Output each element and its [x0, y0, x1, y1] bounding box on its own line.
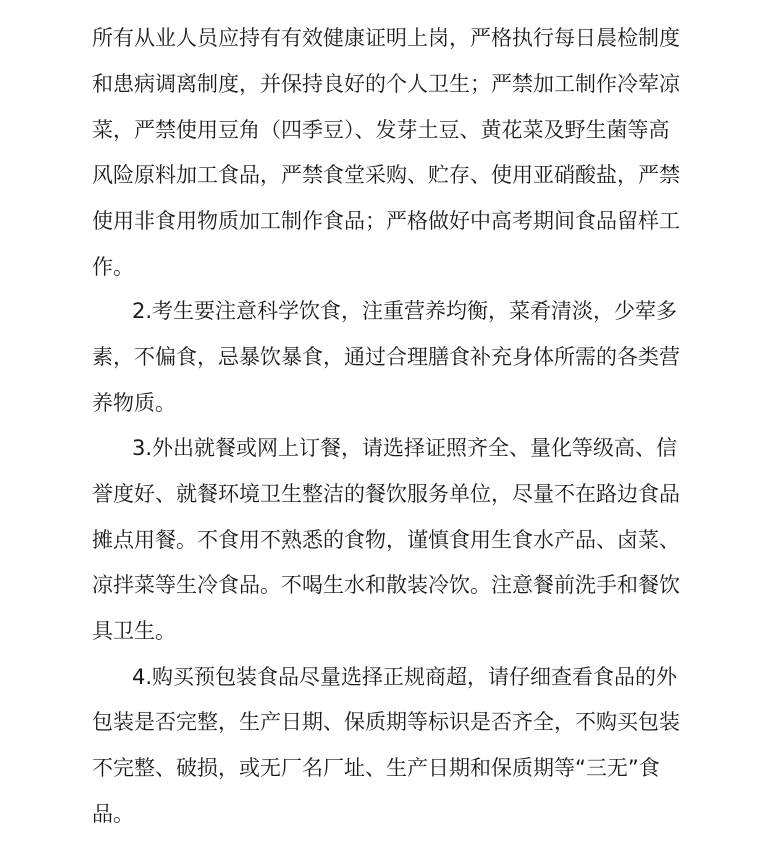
text-line: [0, 425, 764, 471]
line-text: 具卫生。: [92, 619, 176, 643]
text-line: [0, 699, 764, 745]
line-text: 凉拌菜等生冷食品。不喝生水和散装冷饮。注意餐前洗手和餐饮: [92, 573, 680, 597]
line-text: 风险原料加工食品，严禁食堂采购、贮存、使用亚硝酸盐，严禁: [92, 163, 680, 187]
line-text: 包装是否完整，生产日期、保质期等标识是否齐全，不购买包装: [92, 710, 680, 734]
text-line: [0, 107, 764, 153]
text-line: [0, 244, 764, 290]
text-line: [0, 471, 764, 517]
line-text: 作。: [92, 255, 134, 279]
text-line: [0, 152, 764, 198]
line-text: 3.外出就餐或网上订餐，请选择证照齐全、量化等级高、信: [132, 436, 678, 460]
line-text: 4.购买预包装食品尽量选择正规商超，请仔细查看食品的外: [132, 665, 678, 689]
text-line: [0, 562, 764, 608]
line-text: 菜，严禁使用豆角（四季豆）、发芽土豆、黄花菜及野生菌等高: [92, 118, 670, 142]
text-line: [0, 654, 764, 700]
line-text: 2.考生要注意科学饮食，注重营养均衡，菜肴清淡，少荤多: [132, 299, 678, 323]
line-text: 和患病调离制度，并保持良好的个人卫生；严禁加工制作冷荤凉: [92, 72, 680, 96]
text-line: [0, 745, 764, 791]
text-line: [0, 198, 764, 244]
line-text: 品。: [92, 802, 134, 826]
text-line: [0, 288, 764, 334]
line-text: 不完整、破损，或无厂名厂址、生产日期和保质期等“三无”食: [92, 756, 660, 780]
text-line: [0, 61, 764, 107]
text-line: [0, 608, 764, 654]
text-line: [0, 517, 764, 563]
text-line: [0, 15, 764, 61]
line-text: 摊点用餐。不食用不熟悉的食物，谨慎食用生食水产品、卤菜、: [92, 528, 680, 552]
text-line: [0, 334, 764, 380]
line-text: 誉度好、就餐环境卫生整洁的餐饮服务单位，尽量不在路边食品: [92, 482, 680, 506]
text-line: [0, 380, 764, 426]
text-line: [0, 791, 764, 837]
line-text: 使用非食用物质加工制作食品；严格做好中高考期间食品留样工: [92, 209, 680, 233]
line-text: 所有从业人员应持有有效健康证明上岗，严格执行每日晨检制度: [92, 26, 680, 50]
line-text: 养物质。: [92, 391, 176, 415]
line-text: 素，不偏食，忌暴饮暴食，通过合理膳食补充身体所需的各类营: [92, 345, 680, 369]
